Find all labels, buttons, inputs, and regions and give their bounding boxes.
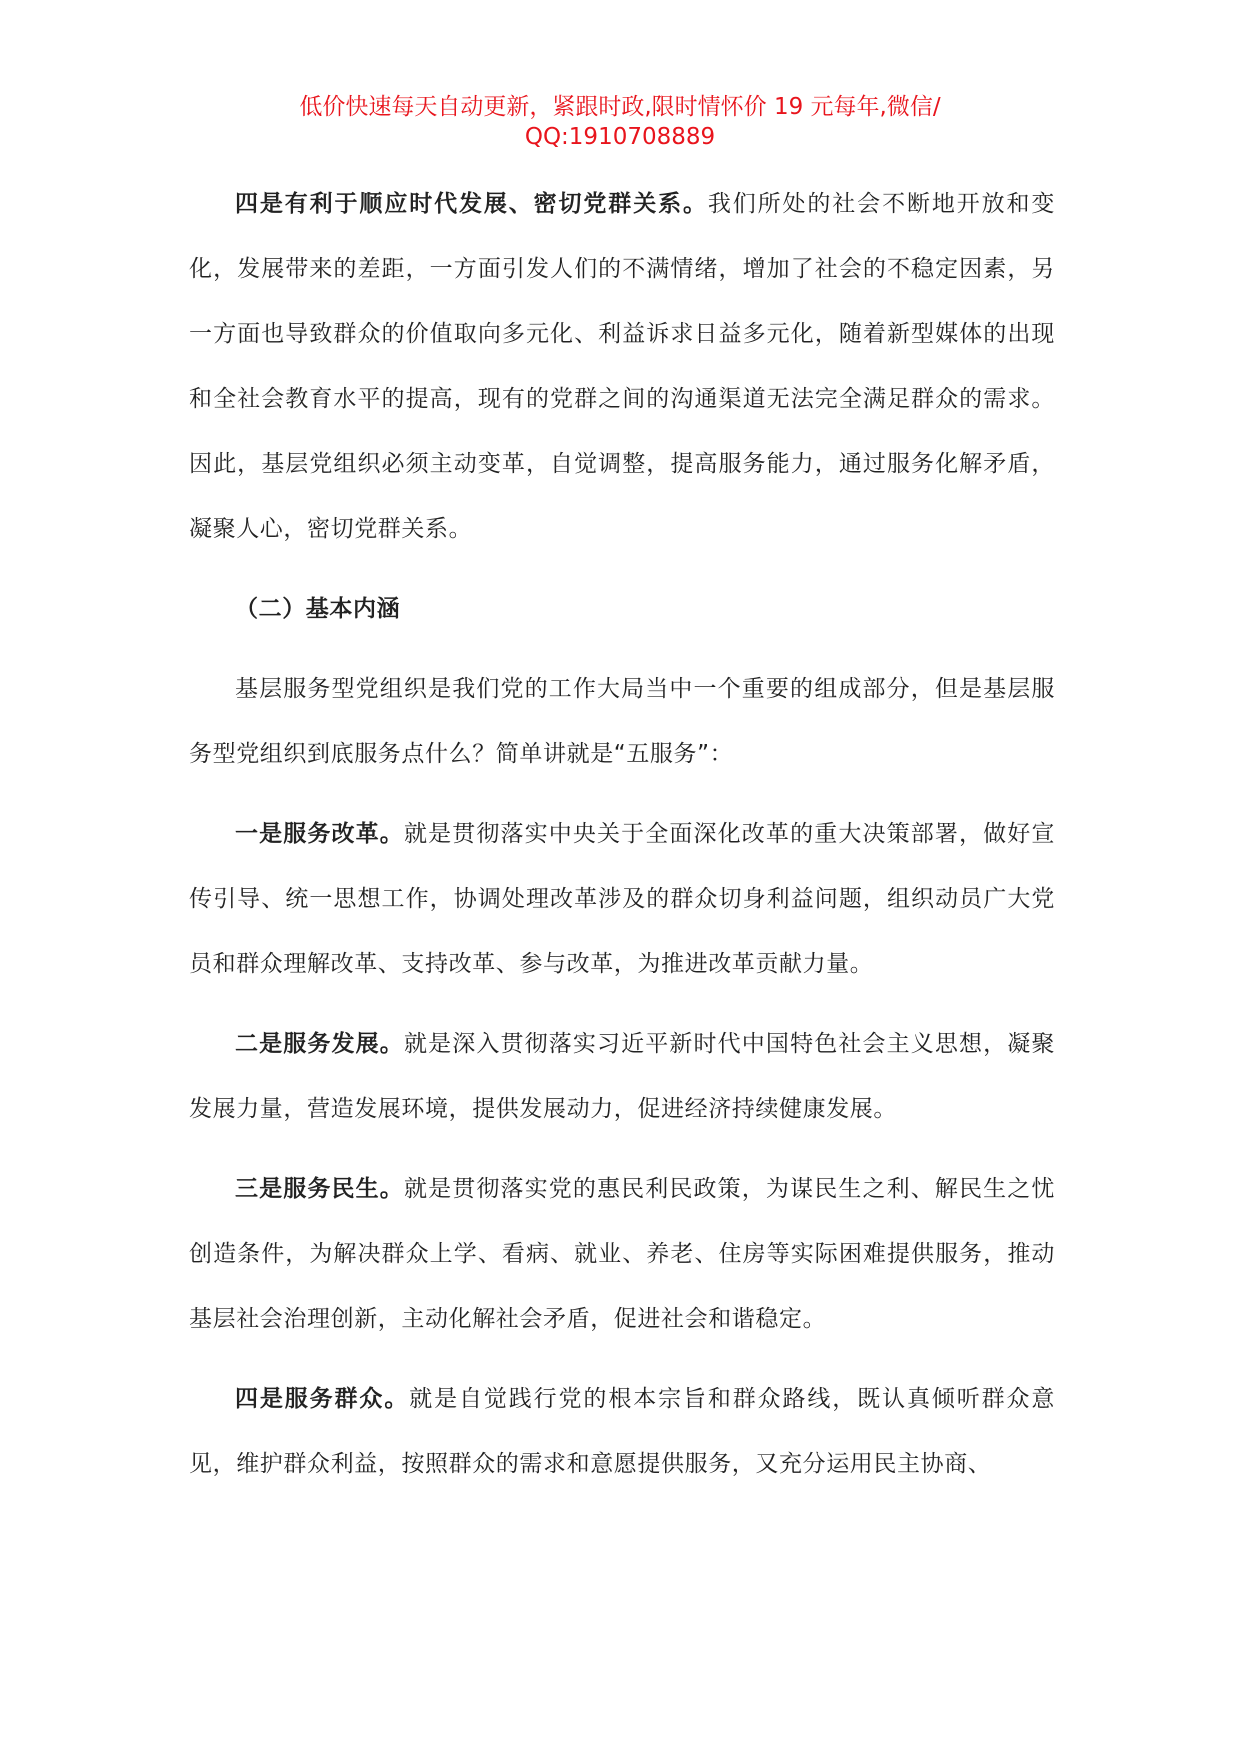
paragraph-body: 基层服务型党组织是我们党的工作大局当中一个重要的组成部分，但是基层服务型党组织到底服务点什么？简单讲就是“五服务”：: [189, 676, 1055, 767]
document-body: [189, 172, 1055, 1512]
paragraph-body: 我们所处的社会不断地开放和变化，发展带来的差距，一方面引发人们的不满情绪，增加了社会的不稳定因素，另一方面也导致群众的价值取向多元化、利益诉求日益多元化，随着新型媒体的出现和全社会教育水平的提高，现有的党群之间的沟通渠道无法完全满足群众的需求。因此，基层党组织必须主动变革，自觉调整，提高服务能力，通过服务化解矛盾，凝聚人心，密切党群关系。: [189, 191, 1055, 542]
paragraph-body: 就是贯彻落实中央关于全面深化改革的重大决策部署，做好宣传引导、统一思想工作，协调处理改革涉及的群众切身利益问题，组织动员广大党员和群众理解改革、支持改革、参与改革，为推进改革贡献力量。: [189, 821, 1055, 977]
paragraph-body: 就是自觉践行党的根本宗旨和群众路线，既认真倾听群众意见，维护群众利益，按照群众的需求和意愿提供服务，又充分运用民主协商、: [189, 1386, 1055, 1477]
paragraph-service-development: [189, 1012, 1055, 1142]
paragraph-intro: [189, 657, 1055, 787]
promo-notice: [140, 92, 1100, 152]
promo-notice-line-2: QQ:1910708889: [524, 124, 716, 150]
paragraph-service-livelihood: [189, 1157, 1055, 1352]
paragraph-four-advantage: [189, 172, 1055, 562]
paragraph-lead: 三是服务民生。: [235, 1176, 404, 1202]
section-heading: （二）基本内涵: [235, 596, 401, 622]
paragraph-lead: 四是服务群众。: [235, 1386, 410, 1412]
paragraph-service-masses: [189, 1367, 1055, 1497]
promo-notice-line-1: 低价快速每天自动更新，紧跟时政,限时情怀价 19 元每年,微信/: [299, 94, 941, 120]
paragraph-body: 就是贯彻落实党的惠民利民政策，为谋民生之利、解民生之忧创造条件，为解决群众上学、看病、就业、养老、住房等实际困难提供服务，推动基层社会治理创新，主动化解社会矛盾，促进社会和谐稳定。: [189, 1176, 1055, 1332]
paragraph-service-reform: [189, 802, 1055, 997]
paragraph-lead: 四是有利于顺应时代发展、密切党群关系。: [235, 191, 708, 217]
paragraph-lead: 一是服务改革。: [235, 821, 404, 847]
paragraph-body: 就是深入贯彻落实习近平新时代中国特色社会主义思想，凝聚发展力量，营造发展环境，提供发展动力，促进经济持续健康发展。: [189, 1031, 1055, 1122]
paragraph-lead: 二是服务发展。: [235, 1031, 404, 1057]
